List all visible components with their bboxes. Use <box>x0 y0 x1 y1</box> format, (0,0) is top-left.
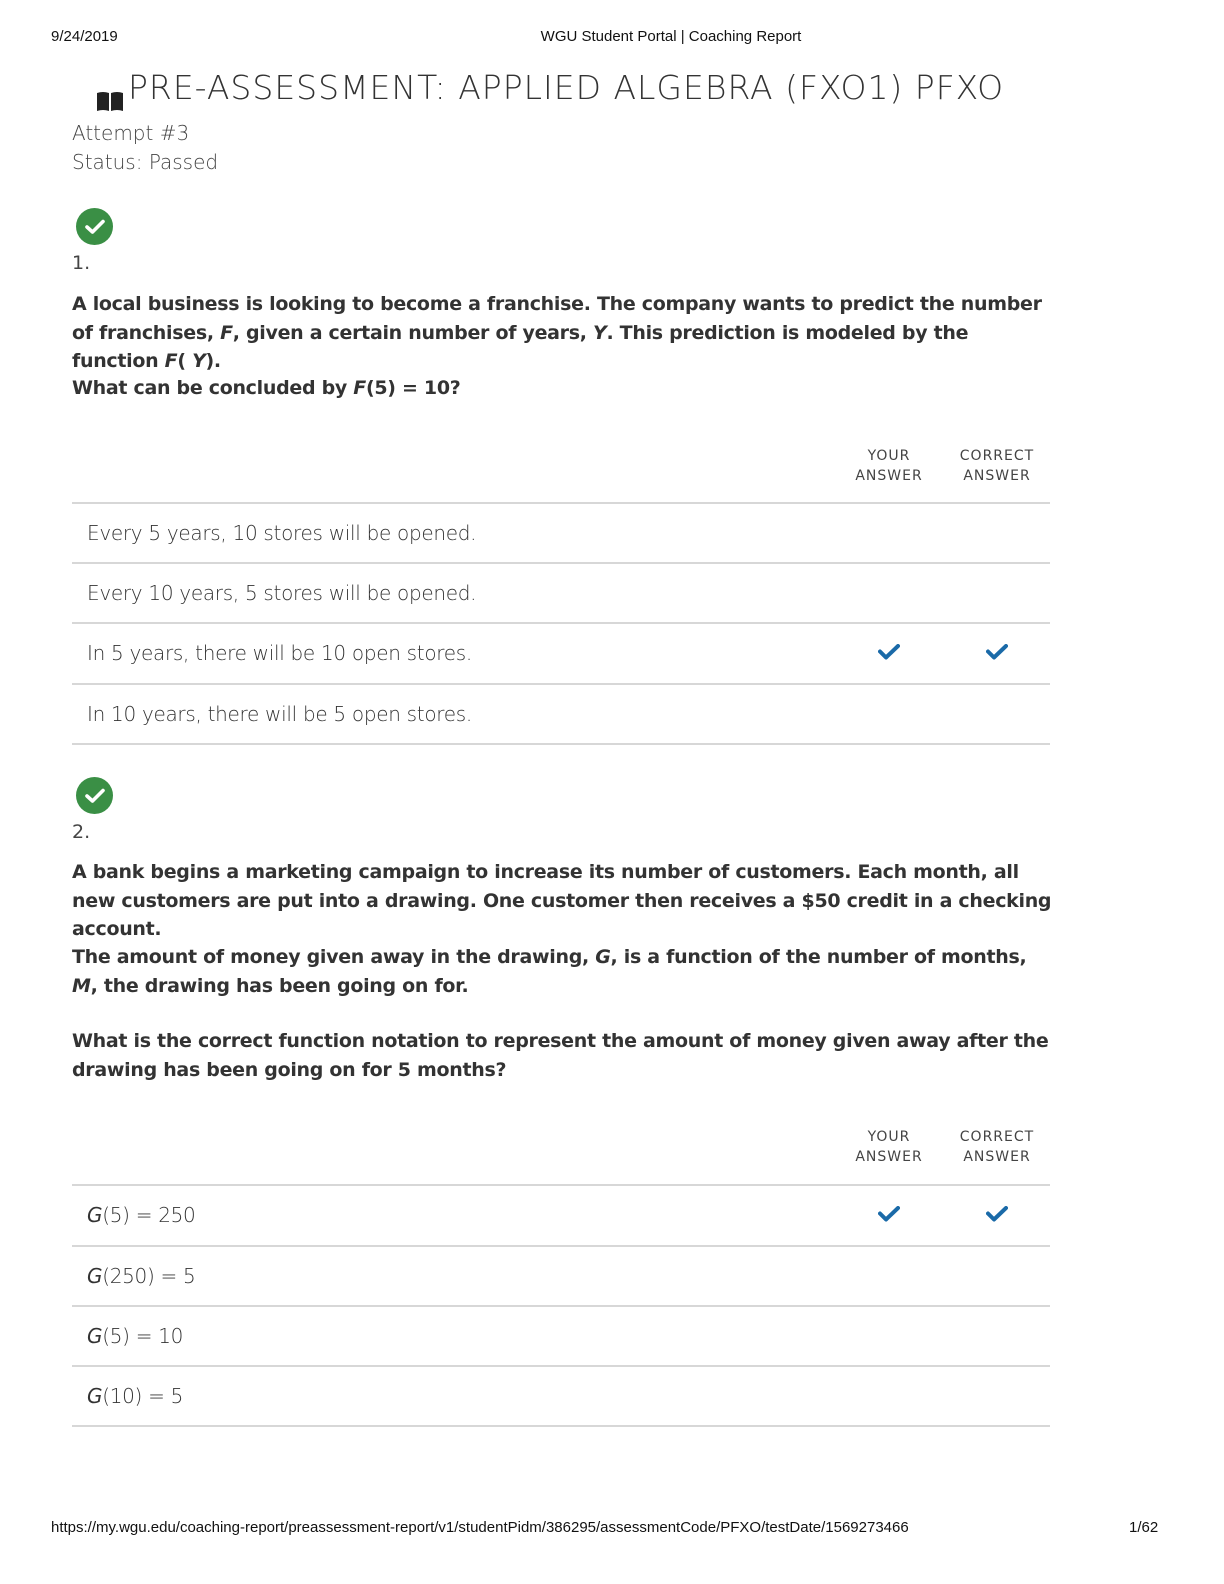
answer-row <box>72 685 1050 745</box>
book-icon <box>96 81 124 103</box>
answer-option-text: G(5) = 250 <box>87 1203 196 1227</box>
your-answer-check-icon <box>878 644 900 660</box>
question-text: A local business is looking to become a franchise. The company wants to predict the number of franchises, F, given a certain number of years, Y. This prediction is modeled by the function F( Y). <box>72 293 1042 372</box>
answer-option-text: G(5) = 10 <box>87 1324 184 1348</box>
answer-option-text: G(10) = 5 <box>87 1384 184 1408</box>
your-answer-header: YOUR ANSWER <box>855 1129 923 1165</box>
question-prompt: What can be concluded by F(5) = 10? <box>72 377 461 399</box>
correct-answer-check-icon <box>986 644 1008 660</box>
correct-status-icon <box>76 208 113 245</box>
page-title <box>96 64 1004 110</box>
answer-row <box>72 624 1050 685</box>
question-text: A bank begins a marketing campaign to increase its number of customers. Each month, all new customers are put into a drawing. One customer then receives a $50 credit in a checking account. <box>72 861 1052 940</box>
correct-status-icon <box>76 777 113 814</box>
question-number: 1. <box>72 252 91 274</box>
attempt-status: Status: Passed <box>72 150 219 174</box>
correct-answer-header: CORRECT ANSWER <box>959 1129 1035 1165</box>
question-prompt: What is the correct function notation to represent the amount of money given away after the drawing has been going on for 5 months? <box>72 1030 1049 1081</box>
question-number: 2. <box>72 821 91 843</box>
print-page-number: 1/62 <box>1129 1519 1159 1536</box>
print-url: https://my.wgu.edu/coaching-report/preassessment-report/v1/studentPidm/386295/assessmentCode/PFXO/testDate/1569273466 <box>51 1519 909 1536</box>
print-date: 9/24/2019 <box>51 28 118 45</box>
answer-option-text: Every 5 years, 10 stores will be opened. <box>87 521 477 545</box>
answer-row <box>72 1367 1050 1427</box>
your-answer-header: YOUR ANSWER <box>855 448 923 484</box>
answer-row <box>72 564 1050 624</box>
report-title-text: PRE-ASSESSMENT: APPLIED ALGEBRA (FXO1) PFXO <box>128 67 1005 107</box>
correct-answer-check-icon <box>986 1206 1008 1222</box>
answer-row <box>72 504 1050 564</box>
answer-row <box>72 1186 1050 1247</box>
your-answer-check-icon <box>878 1206 900 1222</box>
answer-option-text: In 5 years, there will be 10 open stores. <box>87 641 472 665</box>
correct-answer-header: CORRECT ANSWER <box>959 448 1035 484</box>
answer-option-text: G(250) = 5 <box>87 1264 196 1288</box>
print-title: WGU Student Portal | Coaching Report <box>540 28 802 45</box>
answer-option-text: Every 10 years, 5 stores will be opened. <box>87 581 477 605</box>
print-header <box>0 28 1224 50</box>
print-footer <box>0 1519 1224 1541</box>
answer-row <box>72 1307 1050 1367</box>
question-text: The amount of money given away in the drawing, G, is a function of the number of months, M, the drawing has been going on for. <box>72 946 1027 997</box>
attempt-number: Attempt #3 <box>72 121 190 145</box>
answer-row <box>72 1247 1050 1307</box>
answer-option-text: In 10 years, there will be 5 open stores. <box>87 702 472 726</box>
